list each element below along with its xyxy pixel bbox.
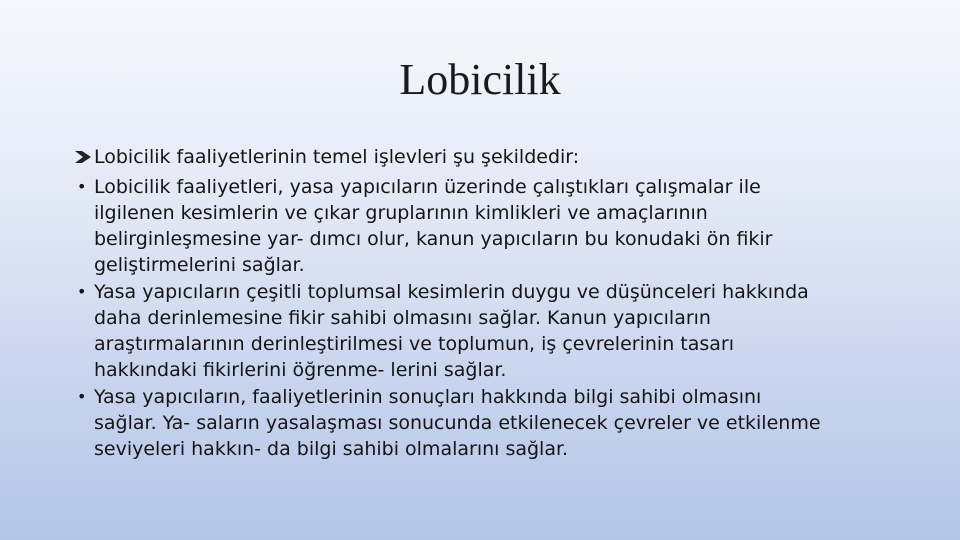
bullet-line: seviyeleri hakkın- da bilgi sahibi olmalarını sağlar. <box>94 438 569 460</box>
bullet-item <box>74 279 924 383</box>
bullet-line: geliştirmelerini sağlar. <box>94 254 305 276</box>
bullet-line: sağlar. Ya- saların yasalaşması sonucunda etkilenecek çevreler ve etkilenme <box>94 412 821 434</box>
arrow-bullet-icon <box>74 149 92 165</box>
bullet-line: Lobicilik faaliyetleri, yasa yapıcıların üzerinde çalıştıkları çalışmalar ile <box>94 176 761 198</box>
bullet-line: Yasa yapıcıların, faaliyetlerinin sonuçları hakkında bilgi sahibi olmasını <box>94 386 762 408</box>
bullet-item <box>74 384 924 462</box>
dot-bullet-icon: • <box>77 387 87 406</box>
bullet-line: belirginleşmesine yar- dımcı olur, kanun yapıcıların bu konudaki ön fikir <box>94 228 773 250</box>
bullet-line: daha derinlemesine fikir sahibi olmasını sağlar. Kanun yapıcıların <box>94 307 711 329</box>
bullet-line: ilgilenen kesimlerin ve çıkar gruplarının kimlikleri ve amaçlarının <box>94 202 708 224</box>
slide-title: Lobicilik <box>399 55 561 104</box>
lead-paragraph <box>74 144 924 170</box>
bullet-item <box>74 174 924 278</box>
lead-text: Lobicilik faaliyetlerinin temel işlevleri şu şekildedir: <box>94 146 580 168</box>
bullet-line: hakkındaki fikirlerini öğrenme- lerini sağlar. <box>94 359 507 381</box>
bullet-list <box>74 174 924 462</box>
slide-content <box>74 144 924 463</box>
bullet-line: Yasa yapıcıların çeşitli toplumsal kesimlerin duygu ve düşünceleri hakkında <box>94 281 809 303</box>
dot-bullet-icon: • <box>77 282 87 301</box>
dot-bullet-icon: • <box>77 177 87 196</box>
bullet-line: araştırmalarının derinleştirilmesi ve toplumun, iş çevrelerinin tasarı <box>94 333 734 355</box>
